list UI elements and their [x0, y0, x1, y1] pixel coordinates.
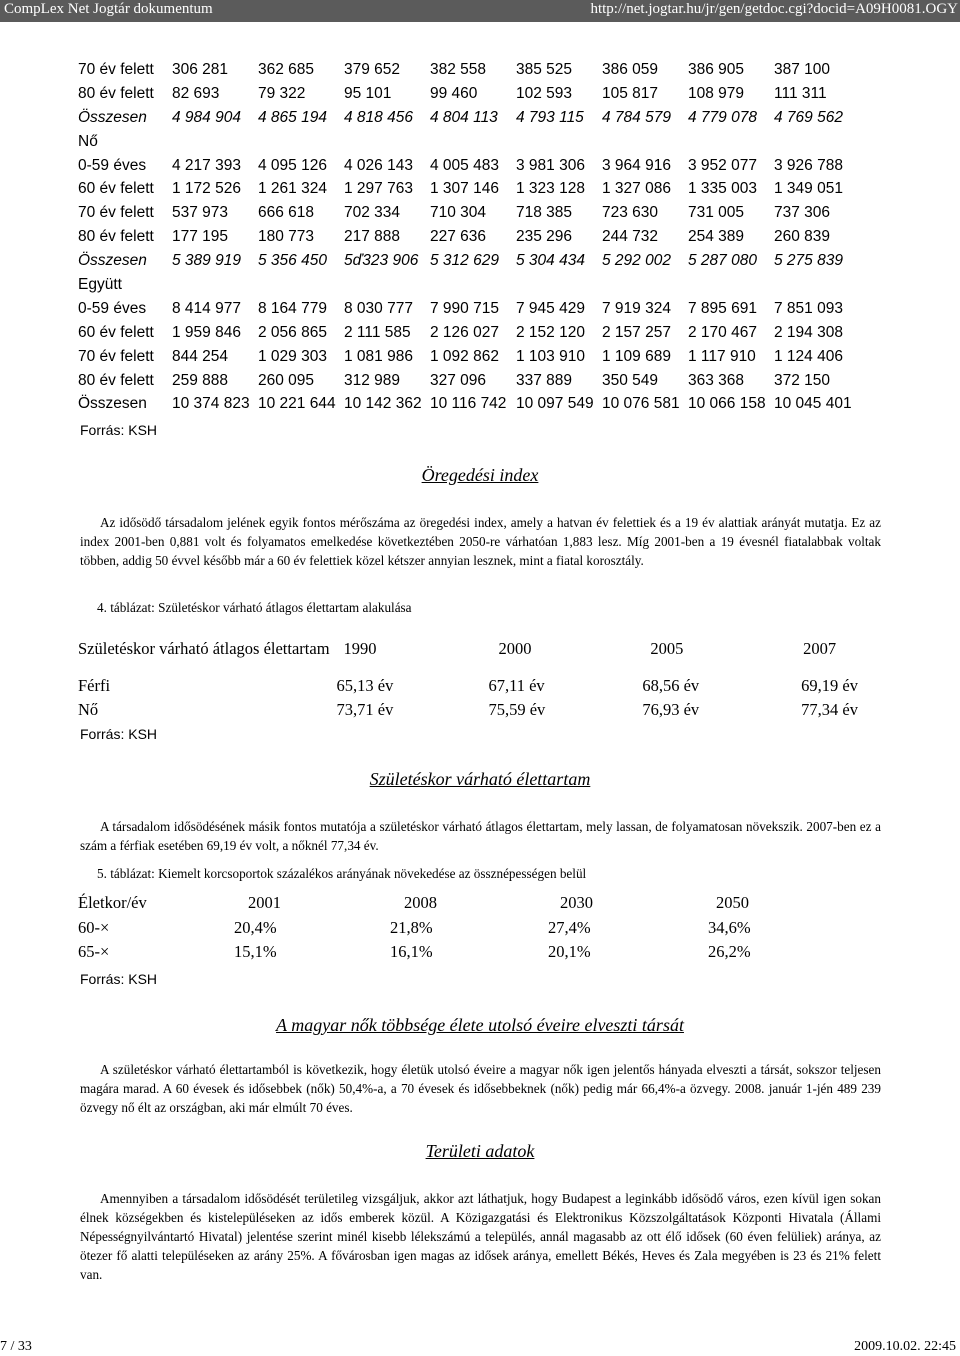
table-cell: 382 558	[430, 60, 487, 78]
row-label: Összesen	[78, 395, 147, 413]
table-cell: 3 926 788	[774, 156, 843, 174]
table-cell: 1 323 128	[516, 180, 585, 198]
table-cell: 26,2%	[708, 942, 751, 962]
table-cell: 76,93 év	[642, 700, 700, 719]
document-url: http://net.jogtar.hu/jr/gen/getdoc.cgi?docid=A09H0081.OGY	[590, 1, 958, 17]
header-bar	[0, 0, 960, 22]
table-cell: 2 126 027	[430, 323, 499, 341]
table-cell: 82 693	[172, 84, 220, 102]
table-row	[78, 273, 860, 297]
heading-aging-index: Öregedési index	[421, 465, 539, 485]
age-groups-table	[78, 891, 868, 965]
table-cell: 844 254	[172, 347, 229, 365]
table-cell: 235 296	[516, 228, 573, 246]
table-cell: 1 335 003	[688, 180, 757, 198]
table-cell: 10 374 823	[172, 395, 250, 413]
table-cell: 718 385	[516, 204, 573, 222]
table-cell: 7 945 429	[516, 299, 585, 317]
table-cell: 1 109 689	[602, 347, 671, 365]
table-cell: 386 905	[688, 60, 745, 78]
table-cell: 21,8%	[390, 917, 433, 937]
table-cell: 20,1%	[548, 942, 591, 962]
table-cell: 1 307 146	[430, 180, 499, 198]
table-caption-5: 5. táblázat: Kiemelt korcsoportok százalékos arányának növekedése az össznépességen belül	[97, 866, 587, 881]
table-row	[78, 177, 860, 201]
table-cell: 8 414 977	[172, 299, 241, 317]
table-cell: 177 195	[172, 228, 229, 246]
table-cell: 2 170 467	[688, 323, 757, 341]
table-cell: 1 327 086	[602, 180, 671, 198]
table-cell: 1 103 910	[516, 347, 585, 365]
table-cell: 67,11 év	[488, 676, 545, 695]
table-row	[78, 154, 860, 178]
table-cell: 3 952 077	[688, 156, 757, 174]
life-table-year: 2000	[498, 639, 532, 658]
table-cell: 15,1%	[234, 942, 277, 962]
life-table-source: Forrás: KSH	[80, 726, 158, 742]
table-cell: 108 979	[688, 84, 745, 102]
table-cell: 95 101	[344, 84, 392, 102]
heading-regional: Területi adatok	[425, 1141, 535, 1161]
footer	[0, 1338, 960, 1356]
page-number: 7 / 33	[0, 1339, 32, 1354]
table-cell: 1 261 324	[258, 180, 327, 198]
row-label: 70 év felett	[78, 60, 154, 78]
table-caption-4: 4. táblázat: Születéskor várható átlagos élettartam alakulása	[97, 600, 412, 615]
life-table-year: 2007	[803, 639, 837, 658]
row-label: 80 év felett	[78, 84, 154, 102]
table-cell: 2 194 308	[774, 323, 843, 341]
table-cell: 34,6%	[708, 917, 751, 937]
age-table-year: 2050	[716, 893, 749, 913]
table-cell: 73,71 év	[336, 700, 394, 719]
table-row	[78, 297, 860, 321]
table-cell: 5 304 434	[516, 252, 585, 270]
age-table-year: 2030	[560, 893, 593, 913]
age-table-source: Forrás: KSH	[80, 971, 158, 987]
table-cell: 1 124 406	[774, 347, 843, 365]
table-cell: 1 297 763	[344, 180, 413, 198]
table-cell: 260 095	[258, 371, 315, 389]
table-cell: 7 895 691	[688, 299, 757, 317]
table-cell: 5 389 919	[172, 252, 241, 270]
table-cell: 4 769 562	[774, 108, 843, 126]
table-cell: 4 793 115	[516, 108, 584, 126]
table-row	[78, 392, 860, 416]
table-cell: 7 919 324	[602, 299, 671, 317]
row-label: 70 év felett	[78, 204, 154, 222]
table-cell: 217 888	[344, 228, 401, 246]
table-row	[78, 698, 960, 722]
table-cell: 16,1%	[390, 942, 433, 962]
table-cell: 312 989	[344, 371, 401, 389]
table-cell: 10 116 742	[430, 395, 507, 413]
table-cell: 702 334	[344, 204, 401, 222]
paragraph-widows: A születéskor várható élettartamból is következik, hogy életük utolsó éveire a magyar nők igen jelentős hányada elveszti a társát, sokszor teljesen magára marad. A 60 évesek és idősebbek (nők) 50,4%-a, a 70 évesek és idősebbeknek (nők) pedig már 66,4%-a özvegy. 2008. január 1-jén 489 239 özvegy nő élt az országban, aki már elmúlt 70 éves.	[80, 1062, 881, 1115]
table-cell: 2 056 865	[258, 323, 327, 341]
paragraph-aging-index: Az idősödő társadalom jelének egyik fontos mérőszáma az öregedési index, amely a hatvan év felettiek és a 19 év alattiak arányát mutatja. Ez az index 2001-ben 0,881 volt és folyamatos emelkedése következtében 2050-re várhatóan 1,883 lesz. Míg 2001-ben a 19 évesnél fiatalabbak voltak többen, addig 50 évvel később már a 60 év felettiek közel kétszer annyian lesznek, mint a fiatal korosztály.	[80, 515, 881, 568]
table-cell: 5 312 629	[430, 252, 499, 270]
table-cell: 1 029 303	[258, 347, 327, 365]
table-cell: 2 157 257	[602, 323, 671, 341]
table-cell: 260 839	[774, 228, 831, 246]
row-label: Összesen	[78, 108, 147, 126]
row-label: 80 év felett	[78, 371, 154, 389]
table-cell: 306 281	[172, 60, 229, 78]
table-row	[78, 130, 860, 154]
table-cell: 379 652	[344, 60, 401, 78]
table-cell: 20,4%	[234, 917, 277, 937]
paragraph-life-expectancy: A társadalom idősödésének másik fontos mutatója a születéskor várható átlagos élettartam, mely lassan, de folyamatosan növekszik. 2007-ben ez a szám a férfiak esetében 69,19 év volt, a nőknél 77,34 év.	[80, 819, 881, 853]
life-expectancy-table	[78, 624, 960, 722]
row-label: 60 év felett	[78, 323, 154, 341]
table-cell: 5 287 080	[688, 252, 757, 270]
table-row	[78, 106, 860, 130]
table-cell: 1 092 862	[430, 347, 499, 365]
row-label: Összesen	[78, 252, 147, 270]
table-cell: 1 172 526	[172, 180, 241, 198]
row-label: 65-×	[78, 942, 110, 962]
life-table-year: 2005	[650, 639, 684, 658]
table-cell: 10 076 581	[602, 395, 680, 413]
heading-widows: A magyar nők többsége élete utolsó éveire elveszti társát	[276, 1015, 684, 1035]
age-table-header-label: Életkor/év	[78, 893, 147, 913]
row-label: 60-×	[78, 917, 110, 937]
table-cell: 4 026 143	[344, 156, 413, 174]
table-cell: 1 081 986	[344, 347, 413, 365]
table-cell: 8 164 779	[258, 299, 327, 317]
table-cell: 27,4%	[548, 917, 591, 937]
table-cell: 10 097 549	[516, 395, 594, 413]
table-row	[78, 58, 860, 82]
table-row	[78, 369, 860, 393]
heading-life-expectancy: Születéskor várható élettartam	[369, 769, 591, 789]
life-table-header-label: Születéskor várható átlagos élettartam	[78, 639, 330, 658]
table-cell: 69,19 év	[801, 676, 858, 695]
table-cell: 362 685	[258, 60, 315, 78]
table-cell: 10 142 362	[344, 395, 422, 413]
table-cell: 731 005	[688, 204, 745, 222]
population-table	[78, 58, 860, 416]
row-label: Nő	[78, 132, 98, 150]
table-cell: 710 304	[430, 204, 487, 222]
table-cell: 10 045 401	[774, 395, 852, 413]
row-label: Nő	[78, 700, 99, 719]
document-title: CompLex Net Jogtár dokumentum	[4, 1, 213, 17]
row-label: 80 év felett	[78, 228, 154, 246]
table-cell: 1 349 051	[774, 180, 843, 198]
table-cell: 4 804 113	[430, 108, 498, 126]
table-cell: 7 851 093	[774, 299, 843, 317]
table-cell: 537 973	[172, 204, 229, 222]
table-row	[78, 345, 860, 369]
table-cell: 111 311	[774, 84, 827, 102]
table-cell: 244 732	[602, 228, 659, 246]
table-cell: 5 356 450	[258, 252, 327, 270]
table-cell: 79 322	[258, 84, 306, 102]
table-cell: 254 389	[688, 228, 745, 246]
table-cell: 327 096	[430, 371, 487, 389]
table-cell: 259 888	[172, 371, 229, 389]
table-cell: 666 618	[258, 204, 315, 222]
table-cell: 5 275 839	[774, 252, 843, 270]
paragraph-regional: Amennyiben a társadalom idősödését területileg vizsgáljuk, akkor azt láthatjuk, hogy Budapest a leginkább idősödő város, ezen kívül igen sokan élnek községekben és kistelepüléseken az idős emberek közül. A Közigazgatási és Elektronikus Közszolgáltatások Központi Hivatala (Állami Népességnyilvántartó Hivatal) jelentése szerint minél kisebb lélekszámú a település, annál magasabb az ott élő idősek (60 éven felüliek) aránya, az ötezer fő alatti településeken az arány 25%. A fővárosban igen magas az idősek aránya, emellett Békés, Heves és Zala megyében is 23 és 21% felett van.	[80, 1191, 881, 1282]
table-cell: 99 460	[430, 84, 478, 102]
table-row	[78, 916, 868, 941]
table-cell: 2 111 585	[344, 323, 411, 341]
table-cell: 8 030 777	[344, 299, 413, 317]
table-row	[78, 225, 860, 249]
table-cell: 102 593	[516, 84, 573, 102]
table-cell: 10 221 644	[258, 395, 336, 413]
table-cell: 5ď323 906	[344, 252, 419, 270]
table-cell: 7 990 715	[430, 299, 499, 317]
row-label: Együtt	[78, 275, 122, 293]
table-row	[78, 201, 860, 225]
table-row	[78, 249, 860, 273]
table-row	[78, 82, 860, 106]
table-cell: 4 784 579	[602, 108, 671, 126]
table-cell: 105 817	[602, 84, 659, 102]
table-cell: 4 865 194	[258, 108, 327, 126]
table-cell: 737 306	[774, 204, 831, 222]
age-table-year: 2001	[248, 893, 281, 913]
row-label: Férfi	[78, 676, 111, 695]
table-cell: 77,34 év	[801, 700, 858, 719]
table-cell: 350 549	[602, 371, 659, 389]
row-label: 70 év felett	[78, 347, 154, 365]
table-cell: 723 630	[602, 204, 659, 222]
table-cell: 227 636	[430, 228, 487, 246]
row-label: 0-59 éves	[78, 156, 147, 174]
table-cell: 2 152 120	[516, 323, 585, 341]
table-cell: 337 889	[516, 371, 573, 389]
table-row	[78, 321, 860, 345]
table-cell: 386 059	[602, 60, 659, 78]
table-cell: 75,59 év	[488, 700, 546, 719]
table-cell: 5 292 002	[602, 252, 671, 270]
table-cell: 387 100	[774, 60, 831, 78]
table-cell: 4 005 483	[430, 156, 499, 174]
table-row	[78, 674, 960, 698]
row-label: 60 év felett	[78, 180, 154, 198]
table-cell: 1 959 846	[172, 323, 241, 341]
life-table-year: 1990	[343, 639, 377, 658]
table-cell: 363 368	[688, 371, 745, 389]
table-cell: 1 117 910	[688, 347, 756, 365]
table-cell: 4 095 126	[258, 156, 327, 174]
table-cell: 4 779 078	[688, 108, 757, 126]
table-cell: 4 217 393	[172, 156, 241, 174]
table-row	[78, 940, 868, 965]
row-label: 0-59 éves	[78, 299, 147, 317]
table-cell: 4 984 904	[172, 108, 241, 126]
print-datetime: 2009.10.02. 22:45	[854, 1339, 956, 1354]
table-cell: 65,13 év	[336, 676, 394, 695]
table-cell: 4 818 456	[344, 108, 413, 126]
table-cell: 385 525	[516, 60, 573, 78]
table-cell: 3 964 916	[602, 156, 671, 174]
table-cell: 372 150	[774, 371, 831, 389]
population-source: Forrás: KSH	[80, 422, 158, 438]
table-cell: 180 773	[258, 228, 315, 246]
table-cell: 3 981 306	[516, 156, 585, 174]
table-cell: 68,56 év	[642, 676, 700, 695]
age-table-year: 2008	[404, 893, 437, 913]
table-cell: 10 066 158	[688, 395, 766, 413]
